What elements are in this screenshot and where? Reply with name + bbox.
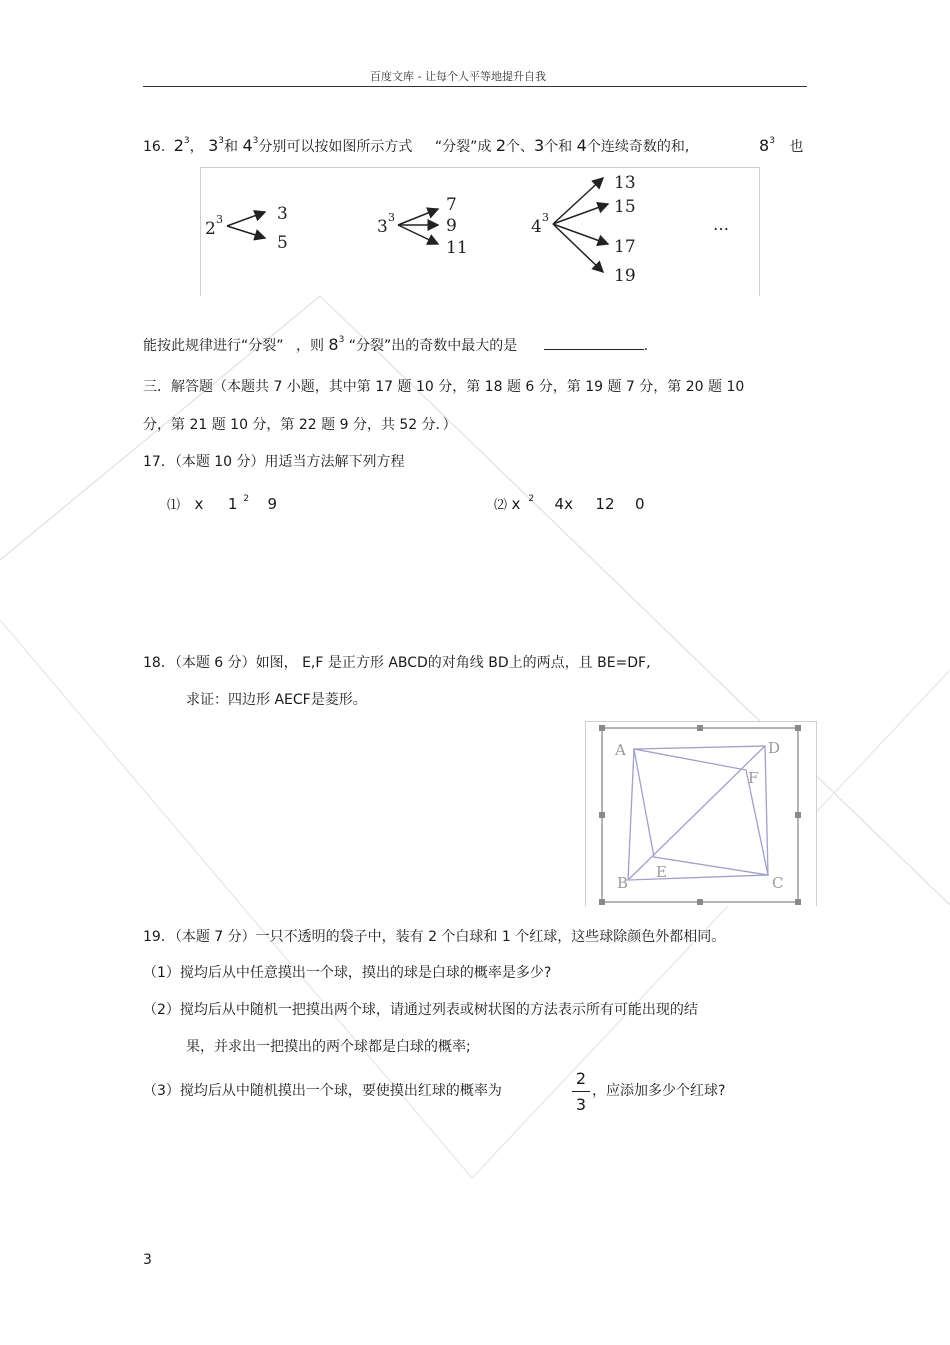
q16-g3-result-13: 13 [614,173,636,193]
q16-g1-result-5: 5 [277,233,288,253]
q16-line2-exp: 3 [338,335,345,345]
q16-base-3: 3 [208,136,219,155]
section3-line1: 三．解答题（本题共 7 小题，其中第 17 题 10 分，第 18 题 6 分，第 19 题 7 分，第 20 题 10 [143,379,745,395]
q16-number: 16. [143,139,166,155]
q16-base-4: 4 [242,136,253,155]
q18-label-f: F [748,769,759,787]
q16-line2 [143,335,648,355]
q16-exp: 3 [183,136,190,146]
q18-handle [599,899,605,905]
q16-g2-result-9: 9 [446,216,457,236]
q18-label-a: A [615,741,626,759]
q18-handle [795,899,801,905]
q18-handle [599,812,605,818]
q16-g2-arrow-3 [398,225,438,244]
q19-part2b: 果，并求出一把摸出的两个球都是白球的概率; [186,1039,471,1055]
q16-g3-arrow-2 [553,204,608,224]
q16-and: 和 [224,139,239,155]
q16-g2-base: 3 [377,217,388,237]
q16-diagram [201,168,759,296]
q19-part1: （1）搅均后从中任意摸出一个球，摸出的球是白球的概率是多少? [143,965,552,981]
q16-g1-arrow-2 [227,226,265,238]
q16-g3-arrow-1 [553,178,603,224]
q16-two: 2 [495,136,506,155]
q18-label-d: D [768,739,781,757]
q16-g1-exp: 3 [216,213,223,226]
q16-eight-exp: 3 [769,136,775,146]
q17-eq1-nine: 9 [267,495,278,513]
q17-equation-2 [494,494,645,513]
q16-line2-end: . [643,338,649,354]
q18-line1: 18．（本题 6 分）如图， E,F 是正方形 ABCD的对角线 BD上的两点，且 BE=DF, [143,655,651,671]
q16-g3-arrow-3 [553,224,608,244]
q16-g2-arrow-1 [398,209,438,225]
q16-quote-split: “分裂”成 [434,139,492,155]
q16-g1-result-3: 3 [277,204,288,224]
q17-equation-1 [167,494,277,513]
q16-g3-result-17: 17 [614,237,636,257]
q18-handle [599,725,605,731]
q17-eq1-one: 1 [227,495,238,513]
q17-eq2-exp: 2 [528,494,535,504]
q16-g2-exp: 3 [388,211,395,224]
q16-exp: 3 [218,136,225,146]
q16-text2: 个连续奇数的和, [586,139,690,155]
q17-title: 17．（本题 10 分）用适当方法解下列方程 [143,454,405,470]
section3-line2: 分，第 21 题 10 分，第 22 题 9 分，共 52 分．） [143,417,457,433]
q16-g3-exp: 3 [542,211,549,224]
q16-g3-arrow-4 [553,224,603,272]
q17-eq2-x: x [511,495,521,513]
q18-handle [697,725,703,731]
q16-text1: 分别可以按如图所示方式 [258,139,413,155]
q18-figure-box [585,721,817,906]
q19-part3b: ，应添加多少个红球? [592,1083,726,1099]
q19-part3a: （3）搅均后从中随机摸出一个球，要使摸出红球的概率为 [143,1083,502,1099]
q16-line2-eight: 8 [328,335,339,354]
q16-diagram-box [200,167,760,296]
q17-eq2-0: 0 [634,495,645,513]
q18-label-e: E [656,863,667,881]
q19-fraction-two-thirds [571,1067,591,1117]
q18-quadrilateral-aecf [634,749,768,875]
q16-three: 3 [534,136,545,155]
q17-eq1-exp: 2 [243,494,250,504]
q17-eq2-label: ⑵ [494,498,508,513]
q16-g1-base: 2 [205,219,216,239]
q18-handle [795,812,801,818]
q16-exp: 3 [252,136,259,146]
q16-line1 [143,136,689,156]
q16-ye: 也 [789,139,804,155]
q18-figure [586,722,816,906]
page-header-title: 百度文库 - 让每个人平等地提升自我 [370,70,546,83]
q16-sep: ， [189,139,204,155]
q16-line2-a: 能按此规律进行“分裂” [143,338,284,354]
q16-ge-dun: 个、 [506,139,534,155]
q17-eq2-4x: 4x [554,495,573,513]
q16-eight-cube [759,136,803,156]
q16-base-2: 2 [173,136,184,155]
q16-ellipsis: … [713,215,729,234]
q16-four: 4 [576,136,587,155]
q16-ge-he: 个和 [544,139,573,155]
q16-g3-result-19: 19 [614,266,636,286]
q17-eq1-x: x [194,495,204,513]
q16-g2-result-7: 7 [446,195,457,215]
q19-frac-denominator: 3 [575,1095,587,1114]
q16-g3-result-15: 15 [614,197,636,217]
q19-frac-numerator: 2 [575,1069,587,1088]
q16-g1-arrow-1 [227,212,265,226]
q19-line1: 19．（本题 7 分）一只不透明的袋子中，装有 2 个白球和 1 个红球，这些球除颜色外都相同。 [143,929,726,945]
q17-eq1-label: ⑴ [167,498,181,513]
q18-handle [697,899,703,905]
q19-frac-bar [572,1091,590,1092]
q17-eq2-12: 12 [595,495,615,513]
q16-eight: 8 [759,136,770,155]
q18-label-c: C [772,874,784,892]
q18-line2: 求证：四边形 AECF是菱形。 [186,692,367,708]
q16-g2-result-11: 11 [446,238,468,258]
q16-answer-blank[interactable] [544,337,644,350]
q18-diagonal-bd [628,746,765,880]
q16-line2-c: “分裂”出的奇数中最大的是 [348,338,518,354]
q16-g3-base: 4 [531,217,542,237]
page-number: 3 [143,1252,152,1268]
q19-part2a: （2）搅均后从中随机一把摸出两个球，请通过列表或树状图的方法表示所有可能出现的结 [143,1002,698,1018]
q16-line2-b: ，则 [295,338,324,354]
q18-handle [795,725,801,731]
q18-label-b: B [617,874,629,892]
